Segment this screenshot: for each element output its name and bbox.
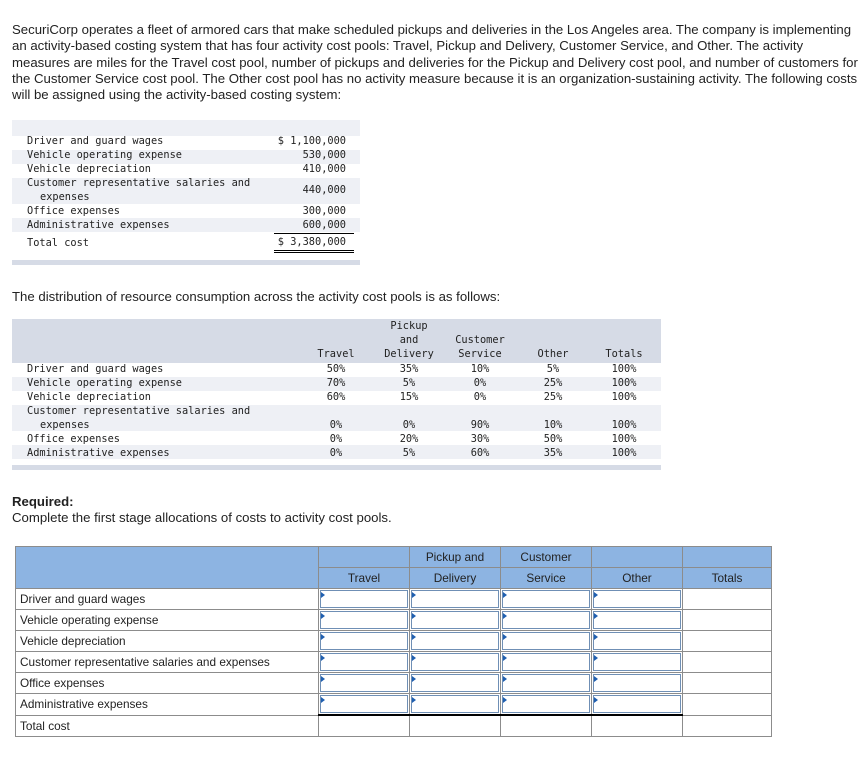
cost-label: Driver and guard wages	[27, 135, 164, 147]
totals-cell	[683, 610, 772, 631]
answer-header-totals: Totals	[683, 568, 772, 589]
other-input[interactable]	[593, 674, 681, 692]
total-cell	[592, 715, 683, 737]
customer-input-cell[interactable]	[501, 694, 592, 716]
dist-cell: 25%	[543, 391, 563, 403]
dist-cell: 35%	[543, 447, 563, 459]
totals-cell	[683, 694, 772, 716]
cost-table-bottom-band	[12, 260, 360, 265]
dist-cell: 35%	[399, 363, 419, 375]
dist-cell: 30%	[470, 433, 490, 445]
cost-value: 600,000	[302, 219, 346, 231]
answer-header-travel-top	[319, 547, 410, 568]
pickup-delivery-input[interactable]	[411, 590, 499, 608]
answer-row	[16, 610, 772, 631]
travel-input[interactable]	[320, 590, 408, 608]
other-input-cell[interactable]	[592, 673, 683, 694]
dist-cell: 70%	[326, 377, 346, 389]
answer-header-delivery: Delivery	[410, 568, 501, 589]
answer-total-row	[16, 715, 772, 737]
customer-service-input[interactable]	[502, 653, 590, 671]
other-input-cell[interactable]	[592, 652, 683, 673]
answer-row	[16, 673, 772, 694]
subtotal-rule	[274, 233, 354, 234]
travel-input[interactable]	[320, 695, 408, 713]
cost-label: Vehicle depreciation	[27, 163, 151, 175]
answer-row	[16, 652, 772, 673]
answer-row	[16, 589, 772, 610]
dist-cell: 20%	[399, 433, 419, 445]
dist-cell: 50%	[543, 433, 563, 445]
travel-input-cell[interactable]	[319, 610, 410, 631]
dist-cell: 90%	[470, 419, 490, 431]
total-cell	[683, 715, 772, 737]
cost-value: 530,000	[302, 149, 346, 161]
answer-header-other: Other	[592, 568, 683, 589]
travel-input-cell[interactable]	[319, 631, 410, 652]
totals-cell	[683, 652, 772, 673]
dist-cell: 100%	[611, 433, 637, 445]
required-text: Complete the first stage allocations of costs to activity cost pools.	[12, 510, 392, 525]
answer-header-customer: Customer	[501, 547, 592, 568]
pickup-input-cell[interactable]	[410, 694, 501, 716]
dist-cell: 60%	[470, 447, 490, 459]
dist-cell: 0%	[473, 391, 487, 403]
dist-header-customer: Service	[458, 348, 502, 360]
other-input[interactable]	[593, 695, 681, 713]
pickup-input-cell[interactable]	[410, 589, 501, 610]
cost-label: Administrative expenses	[27, 219, 170, 231]
answer-row-label: Customer representative salaries and expenses	[16, 652, 319, 673]
customer-service-input[interactable]	[502, 590, 590, 608]
customer-input-cell[interactable]	[501, 652, 592, 673]
dist-header-totals: Totals	[605, 348, 643, 360]
answer-row-label: Administrative expenses	[16, 694, 319, 716]
dist-cell: 5%	[402, 377, 416, 389]
pickup-input-cell[interactable]	[410, 610, 501, 631]
travel-input[interactable]	[320, 674, 408, 692]
dist-cell: 10%	[470, 363, 490, 375]
other-input-cell[interactable]	[592, 589, 683, 610]
total-cell	[410, 715, 501, 737]
other-input[interactable]	[593, 611, 681, 629]
dist-cell: 100%	[611, 363, 637, 375]
cost-label: Vehicle operating expense	[27, 149, 182, 161]
pickup-input-cell[interactable]	[410, 673, 501, 694]
customer-input-cell[interactable]	[501, 589, 592, 610]
pickup-input-cell[interactable]	[410, 631, 501, 652]
travel-input-cell[interactable]	[319, 589, 410, 610]
totals-cell	[683, 631, 772, 652]
cost-value: $ 1,100,000	[277, 135, 346, 147]
dist-row-label: Driver and guard wages	[27, 363, 164, 375]
answer-header-corner	[16, 547, 319, 589]
customer-service-input[interactable]	[502, 695, 590, 713]
distribution-heading: The distribution of resource consumption across the activity cost pools is as follows:	[12, 289, 501, 304]
intro-paragraph: SecuriCorp operates a fleet of armored cars that make scheduled pickups and deliveries in the Los Angeles area. The company is implementing an activity-based costing system that has four activity cost pools: Travel, Pickup and Delivery, Customer Service, and Other. The activity measures are miles for the Travel cost pool, number of pickups and deliveries for the Pickup and Delivery cost pool, and number of customers for the Customer Service cost pool. The Other cost pool has no activity measure because it is an organization-sustaining activity. The following costs will be assigned using the activity-based costing system:	[12, 22, 858, 103]
customer-service-input[interactable]	[502, 611, 590, 629]
answer-header-totals-top	[683, 547, 772, 568]
dist-cell: 0%	[473, 377, 487, 389]
dist-cell: 5%	[546, 363, 560, 375]
cost-label-cont: expenses	[40, 191, 90, 203]
travel-input-cell[interactable]	[319, 673, 410, 694]
cost-value: 410,000	[302, 163, 346, 175]
dist-row-label-cont: expenses	[40, 419, 90, 431]
dist-row-label: Administrative expenses	[27, 447, 170, 459]
dist-cell: 50%	[326, 363, 346, 375]
dist-cell: 60%	[326, 391, 346, 403]
dist-cell: 0%	[329, 447, 343, 459]
pickup-delivery-input[interactable]	[411, 674, 499, 692]
dist-header-pickup: and	[399, 334, 419, 346]
answer-row-label: Vehicle depreciation	[16, 631, 319, 652]
cost-table-top-band	[12, 120, 360, 136]
dist-cell: 100%	[611, 377, 637, 389]
dist-bottom-band	[12, 465, 661, 470]
total-double-rule	[274, 250, 354, 253]
dist-row-label: Office expenses	[27, 433, 120, 445]
other-input[interactable]	[593, 632, 681, 650]
answer-total-label: Total cost	[16, 715, 319, 737]
customer-service-input[interactable]	[502, 632, 590, 650]
travel-input[interactable]	[320, 653, 408, 671]
pickup-delivery-input[interactable]	[411, 695, 499, 713]
dist-cell: 0%	[402, 419, 416, 431]
dist-header-other: Other	[537, 348, 569, 360]
answer-row-label: Driver and guard wages	[16, 589, 319, 610]
other-input-cell[interactable]	[592, 631, 683, 652]
other-input-cell[interactable]	[592, 694, 683, 716]
travel-input[interactable]	[320, 632, 408, 650]
customer-input-cell[interactable]	[501, 610, 592, 631]
other-input[interactable]	[593, 590, 681, 608]
required-label: Required:	[12, 494, 74, 509]
answer-row	[16, 694, 772, 716]
answer-row-label: Office expenses	[16, 673, 319, 694]
totals-cell	[683, 589, 772, 610]
pickup-input-cell[interactable]	[410, 652, 501, 673]
answer-header-travel: Travel	[319, 568, 410, 589]
dist-header-customer: Customer	[455, 334, 505, 346]
cost-value: 300,000	[302, 205, 346, 217]
customer-service-input[interactable]	[502, 674, 590, 692]
cost-label: Office expenses	[27, 205, 120, 217]
dist-cell: 15%	[399, 391, 419, 403]
dist-cell: 100%	[611, 419, 637, 431]
dist-cell: 25%	[543, 377, 563, 389]
pickup-delivery-input[interactable]	[411, 653, 499, 671]
dist-header-travel: Travel	[317, 348, 355, 360]
totals-cell	[683, 673, 772, 694]
total-cell	[319, 715, 410, 737]
pickup-delivery-input[interactable]	[411, 632, 499, 650]
dist-row-label: Vehicle depreciation	[27, 391, 151, 403]
other-input[interactable]	[593, 653, 681, 671]
dist-row-label: Customer representative salaries and	[27, 405, 251, 417]
dist-header-pickup: Pickup	[390, 320, 428, 332]
answer-header-row-1	[16, 547, 772, 568]
answer-row-label: Vehicle operating expense	[16, 610, 319, 631]
customer-input-cell[interactable]	[501, 631, 592, 652]
total-value: $ 3,380,000	[277, 236, 346, 248]
other-input-cell[interactable]	[592, 610, 683, 631]
cost-label: Customer representative salaries and	[27, 177, 251, 189]
travel-input[interactable]	[320, 611, 408, 629]
total-cell	[501, 715, 592, 737]
customer-input-cell[interactable]	[501, 673, 592, 694]
travel-input-cell[interactable]	[319, 694, 410, 716]
dist-header-pickup: Delivery	[384, 348, 434, 360]
answer-header-pickup: Pickup and	[410, 547, 501, 568]
allocation-answer-table	[15, 546, 772, 737]
dist-cell: 0%	[329, 419, 343, 431]
dist-cell: 100%	[611, 447, 637, 459]
dist-row-label: Vehicle operating expense	[27, 377, 182, 389]
dist-cell: 0%	[329, 433, 343, 445]
dist-cell: 100%	[611, 391, 637, 403]
cost-value: 440,000	[302, 184, 346, 196]
travel-input-cell[interactable]	[319, 652, 410, 673]
total-label: Total cost	[27, 237, 89, 249]
pickup-delivery-input[interactable]	[411, 611, 499, 629]
dist-cell: 10%	[543, 419, 563, 431]
answer-header-service: Service	[501, 568, 592, 589]
answer-row	[16, 631, 772, 652]
dist-cell: 5%	[402, 447, 416, 459]
answer-header-other-top	[592, 547, 683, 568]
